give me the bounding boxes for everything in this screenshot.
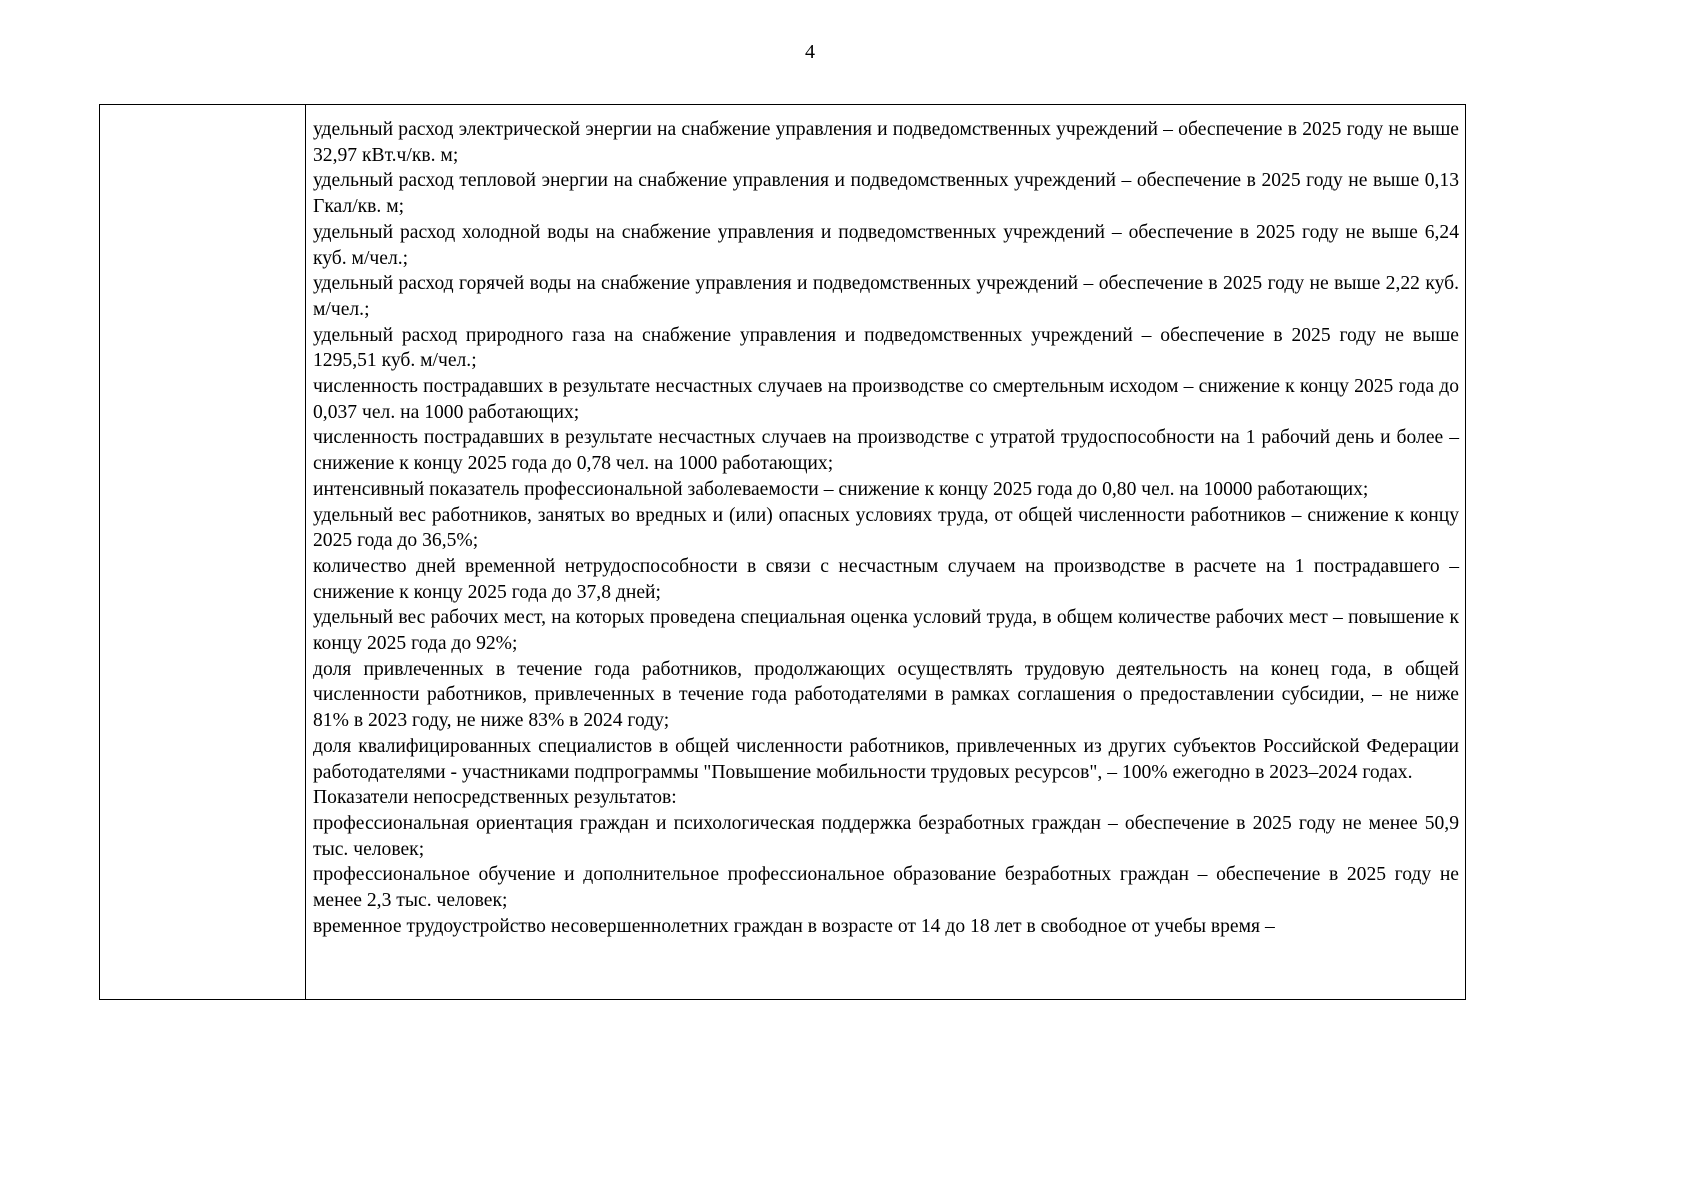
paragraph: профессиональная ориентация граждан и психологическая поддержка безработных граждан – обеспечение в 2025 году не менее 50,9 тыс. человек; bbox=[313, 812, 1459, 860]
paragraph: удельный вес рабочих мест, на которых проведена специальная оценка условий труда, в общем количестве рабочих мест – повышение к концу 2025 года до 92%; bbox=[313, 607, 1459, 655]
paragraph: удельный расход электрической энергии на снабжение управления и подведомственных учреждений – обеспечение в 2025 году не выше 32,97 кВт.ч/кв. м; bbox=[313, 119, 1459, 166]
page-number: 4 bbox=[805, 41, 815, 63]
paragraph: временное трудоустройство несовершеннолетних граждан в возрасте от 14 до 18 лет в свободное от учебы время – bbox=[313, 915, 1275, 937]
paragraph: удельный расход природного газа на снабжение управления и подведомственных учреждений – обеспечение в 2025 году не выше 1295,51 куб. м/чел.; bbox=[313, 324, 1459, 372]
paragraph: численность пострадавших в результате несчастных случаев на производстве со смертельным исходом – снижение к концу 2025 года до 0,037 чел. на 1000 работающих; bbox=[313, 376, 1459, 423]
paragraph: удельный расход холодной воды на снабжение управления и подведомственных учреждений – обеспечение в 2025 году не выше 6,24 куб. м/чел.; bbox=[313, 221, 1459, 269]
paragraph: удельный расход горячей воды на снабжение управления и подведомственных учреждений – обеспечение в 2025 году не выше 2,22 куб. м/чел.; bbox=[313, 273, 1459, 320]
paragraph: удельный вес работников, занятых во вредных и (или) опасных условиях труда, от общей численности работников – снижение к концу 2025 года до 36,5%; bbox=[313, 504, 1459, 552]
paragraph: профессиональное обучение и дополнительное профессиональное образование безработных граждан – обеспечение в 2025 году не менее 2,3 тыс. человек; bbox=[313, 864, 1459, 912]
paragraph: удельный расход тепловой энергии на снабжение управления и подведомственных учреждений – обеспечение в 2025 году не выше 0,13 Гкал/кв. м; bbox=[313, 170, 1459, 218]
table-left-cell bbox=[100, 105, 306, 999]
document-table bbox=[99, 104, 1466, 1000]
paragraph: доля квалифицированных специалистов в общей численности работников, привлеченных из других субъектов Российской Федерации работодателями - участниками подпрограммы "Повышение мобильности трудовых ресурсов", – 100% ежегодно в 2023–2024 годах. bbox=[313, 735, 1459, 783]
table-right-cell bbox=[306, 105, 1465, 999]
section-heading: Показатели непосредственных результатов: bbox=[313, 787, 677, 809]
paragraph: интенсивный показатель профессиональной заболеваемости – снижение к концу 2025 года до 0,80 чел. на 10000 работающих; bbox=[313, 478, 1369, 500]
paragraph: доля привлеченных в течение года работников, продолжающих осуществлять трудовую деятельность на конец года, в общей численности работников, привлеченных в течение года работодателями в рамках соглашения о предоставлении субсидии, – не ниже 81% в 2023 году, не ниже 83% в 2024 году; bbox=[313, 658, 1459, 732]
paragraph: количество дней временной нетрудоспособности в связи с несчастным случаем на производстве в расчете на 1 пострадавшего – снижение к концу 2025 года до 37,8 дней; bbox=[313, 555, 1459, 603]
paragraph: численность пострадавших в результате несчастных случаев на производстве с утратой трудоспособности на 1 рабочий день и более – снижение к концу 2025 года до 0,78 чел. на 1000 работающих; bbox=[313, 427, 1459, 475]
